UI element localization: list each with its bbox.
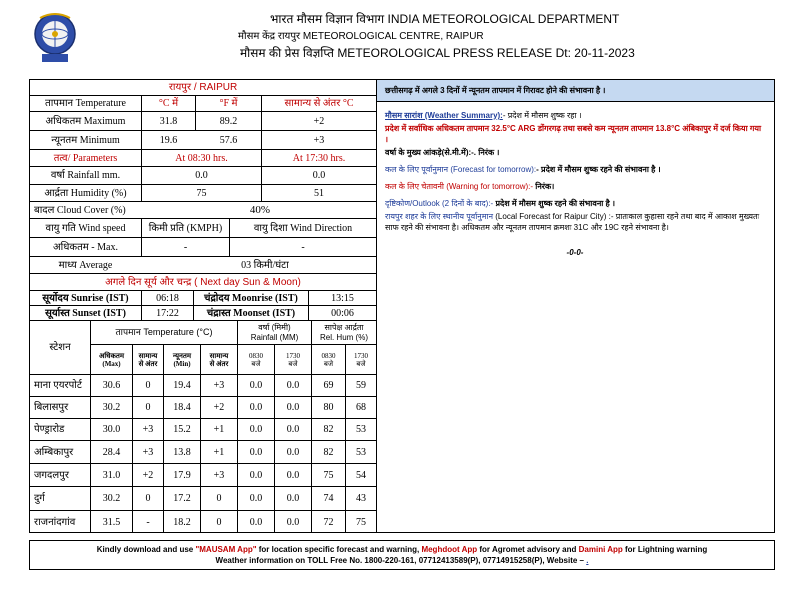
humidity-label: आर्द्रता Humidity (%) — [44, 187, 127, 199]
station-cell-min-dep: +1 — [213, 424, 225, 435]
station-cell-rain0830: 0.0 — [249, 469, 263, 481]
stations-station-label: स्टेशन — [49, 342, 71, 353]
station-cell-hum1730: 68 — [356, 402, 366, 413]
summary-text: - प्रदेश में मौसम शुष्क रहा । — [502, 111, 582, 120]
temp-col-c: °C में — [158, 98, 179, 109]
station-cell-max-dep: +3 — [142, 446, 154, 458]
station-cell-rain0830: 0.0 — [249, 424, 263, 435]
cloud-label: बादल Cloud Cover (%) — [34, 204, 126, 216]
station-cell-min: 18.4 — [173, 402, 191, 413]
wind-max-speed: - — [183, 241, 188, 253]
max-dep: +2 — [313, 115, 325, 127]
params-at-1730: At 17:30 hrs. — [292, 152, 346, 164]
station-cell-hum1730: 59 — [356, 380, 366, 391]
station-cell-name: बिलासपुर — [34, 402, 69, 413]
station-cell-name: राजनांदगांव — [34, 516, 76, 528]
station-cell-min-dep: 0 — [216, 516, 222, 528]
rain-1730: 0.0 — [312, 170, 326, 181]
sunset-value: 17:22 — [156, 307, 179, 319]
station-cell-rain1730: 0.0 — [286, 402, 300, 413]
min-c: 19.6 — [159, 134, 178, 146]
mausam-app-link[interactable]: "MAUSAM App" — [195, 545, 257, 554]
stations-hum-label: सापेक्ष आर्द्रता Rel. Hum (%) — [319, 322, 368, 342]
station-cell-rain1730: 0.0 — [286, 469, 300, 481]
meghdoot-app-link[interactable]: Meghdoot App — [421, 545, 478, 554]
station-cell-name: अम्बिकापुर — [34, 446, 74, 458]
station-cell-hum1730: 53 — [356, 424, 366, 435]
sunrise-value: 06:18 — [156, 292, 179, 304]
outlook: दृष्टिकोण/Outlook (2 दिनों के बाद):- प्रदेश में मौसम शुष्क रहने की संभावना है । — [385, 199, 616, 208]
station-cell-min-dep: +2 — [213, 402, 225, 413]
station-cell-rain0830: 0.0 — [249, 380, 263, 391]
station-cell-max-dep: 0 — [145, 402, 151, 413]
station-cell-name: पेण्ड्रारोड — [34, 424, 65, 435]
station-cell-name: माना एयरपोर्ट — [34, 380, 82, 391]
forecast: कल के लिए पूर्वानुमान (Forecast for tomorrow):- प्रदेश में मौसम शुष्क रहने की संभावना है । — [385, 165, 661, 174]
imd-logo — [30, 10, 80, 66]
station-cell-hum1730: 53 — [356, 446, 366, 458]
station-cell-rain0830: 0.0 — [249, 493, 263, 504]
moonrise-value: 13:15 — [331, 292, 354, 304]
end-marker: -0-0- — [566, 248, 584, 257]
station-cell-max-dep: - — [146, 516, 150, 528]
station-cell-max-dep: +2 — [142, 469, 154, 481]
sub-min: न्यूनतम (Min) — [172, 351, 192, 368]
station-cell-rain0830: 0.0 — [249, 516, 263, 528]
station-cell-min-dep: +3 — [213, 469, 225, 481]
stations-rain-label: वर्षा (मिमी) Rainfall (MM) — [250, 322, 299, 342]
moonset-label: चंद्रास्त Moonset (IST) — [206, 307, 296, 319]
station-cell-rain1730: 0.0 — [286, 446, 300, 458]
station-cell-hum1730: 54 — [356, 469, 366, 481]
sub-rain-0830: 0830 बजे — [249, 351, 263, 368]
max-label: अधिकतम Maximum — [45, 115, 126, 127]
station-cell-max: 31.0 — [102, 469, 121, 481]
rain-0830: 0.0 — [195, 170, 208, 181]
temp-col-dep: सामान्य से अंतर °C — [284, 98, 354, 109]
station-cell-max: 30.0 — [102, 424, 121, 435]
station-cell-max: 30.2 — [102, 402, 121, 413]
wind-speed-label: वायु गति Wind speed — [45, 222, 126, 234]
station-cell-min-dep: 0 — [216, 493, 222, 504]
station-cell-hum0830: 75 — [323, 469, 334, 481]
footer-line1: Kindly download and use "MAUSAM App" for location specific forecast and warning, Meghdoot App for Agromet advisory and Damini App for Lightning warning — [96, 545, 708, 554]
sunset-label: सूर्यास्त Sunset (IST) — [45, 307, 126, 319]
station-cell-rain1730: 0.0 — [286, 424, 300, 435]
right-panel — [385, 110, 765, 258]
station-cell-rain1730: 0.0 — [286, 493, 300, 504]
humidity-0830: 75 — [196, 187, 207, 199]
station-cell-name: दुर्ग — [34, 493, 45, 504]
damini-app-link[interactable]: Damini App — [578, 545, 623, 554]
sub-hum-0830: 0830 बजे — [321, 351, 336, 368]
cloud-value: 40% — [249, 203, 271, 216]
header-line1: भारत मौसम विज्ञान विभाग INDIA METEOROLOGICAL DEPARTMENT — [270, 12, 620, 26]
station-cell-max-dep: +3 — [142, 424, 154, 435]
station-cell-min: 17.9 — [173, 469, 191, 481]
station-cell-hum0830: 82 — [323, 424, 334, 435]
sun-moon-title: अगले दिन सूर्य और चन्द्र ( Next day Sun & Moon) — [105, 276, 301, 288]
station-cell-max: 30.2 — [102, 493, 121, 504]
station-cell-rain0830: 0.0 — [249, 402, 263, 413]
header-line2: मौसम केंद्र रायपुर METEOROLOGICAL CENTRE, RAIPUR — [238, 31, 484, 42]
params-at-0830: At 08:30 hrs. — [175, 152, 228, 164]
sub-min-dep: सामान्य से अंतर — [209, 351, 229, 368]
min-f: 57.6 — [219, 134, 238, 146]
wind-unit-label: किमी प्रति (KMPH) — [148, 222, 223, 234]
footer-line2: Weather information on TOLL Free No. 1800-220-161, 07712413589(P), 07714915258(P), Website – . — [215, 556, 589, 565]
sub-max: अधिकतम (Max) — [98, 351, 125, 368]
station-cell-rain1730: 0.0 — [286, 516, 300, 528]
station-cell-hum0830: 74 — [323, 493, 334, 504]
station-cell-max: 30.6 — [102, 380, 121, 391]
station-cell-name: जगदलपुर — [34, 469, 69, 481]
station-cell-hum0830: 82 — [323, 446, 334, 458]
website-link[interactable]: . — [586, 556, 589, 565]
sub-rain-1730: 1730 बजे — [286, 351, 300, 368]
station-cell-rain1730: 0.0 — [286, 380, 300, 391]
min-dep: +3 — [313, 134, 325, 146]
summary-label: मौसम सारांश (Weather Summary): — [385, 111, 503, 120]
wind-avg-label: माध्य Average — [58, 259, 113, 271]
station-cell-min: 13.8 — [173, 446, 191, 458]
highlights: प्रदेश में सर्वाधिक अधिकतम तापमान 32.5°C ARG डोंगरगढ़ तथा सबसे कम न्यूनतम तापमान 13.8°C अंबिकापुर में दर्ज किया गया । — [385, 124, 762, 144]
footer — [29, 540, 775, 570]
right-headline: छत्तीसगढ़ में अगले 3 दिनों में न्यूनतम तापमान में गिरावट होने की संभावना है । — [377, 80, 774, 102]
temp-col-f: °F में — [219, 98, 238, 109]
humidity-1730: 51 — [314, 187, 324, 199]
station-cell-min: 19.4 — [173, 380, 191, 391]
station-cell-min: 17.2 — [173, 493, 191, 504]
rain-label: वर्षा Rainfall mm. — [50, 170, 121, 181]
station-cell-hum0830: 69 — [323, 380, 334, 391]
header-line3: मौसम की प्रेस विज्ञप्ति METEOROLOGICAL PRESS RELEASE Dt: 20-11-2023 — [240, 46, 635, 60]
warning: कल के लिए चेतावनी (Warning for tomorrow):- निरंक। — [385, 182, 555, 191]
sub-max-dep: सामान्य से अंतर — [138, 351, 158, 368]
station-cell-min: 15.2 — [173, 424, 191, 435]
station-cell-min-dep: +3 — [213, 380, 225, 391]
local-forecast: रायपुर शहर के लिए स्थानीय पूर्वानुमान (Local Forecast for Raipur City) :- प्रातःकाल कुहासा रहने तथा बाद में आकाश मुख्यतः साफ रहने की संभावना है। अधिकतम और न्यूनतम तापमान क्रमशः 31C और 19C रहने संभावना है। — [385, 212, 760, 232]
rain-figures: वर्षा के मुख्य आंकड़े(से.मी.में):-. निरंक । — [385, 148, 500, 157]
temp-label: तापमान Temperature — [45, 98, 126, 109]
station-cell-max-dep: 0 — [145, 380, 151, 391]
wind-max-dir: - — [301, 241, 305, 253]
wind-dir-label: वायु दिशा Wind Direction — [253, 222, 353, 234]
station-cell-hum1730: 43 — [356, 493, 366, 504]
sub-hum-1730: 1730 बजे — [354, 351, 368, 368]
station-cell-hum0830: 80 — [323, 402, 334, 413]
max-c: 31.8 — [159, 115, 178, 127]
station-cell-max: 28.4 — [102, 446, 121, 458]
stations-temp-label: तापमान Temperature (°C) — [115, 327, 213, 337]
sunrise-label: सूर्योदय Sunrise (IST) — [42, 292, 129, 304]
max-f: 89.2 — [219, 115, 238, 127]
station-cell-hum1730: 75 — [356, 516, 366, 528]
station-cell-hum0830: 72 — [323, 516, 334, 528]
station-cell-max-dep: 0 — [145, 493, 151, 504]
params-label: तत्व/ Parameters — [53, 152, 118, 164]
station-name: रायपुर / RAIPUR — [168, 82, 238, 93]
min-label: न्यूनतम Minimum — [51, 134, 120, 146]
wind-max-label: अधिकतम - Max. — [53, 241, 118, 253]
station-cell-max: 31.5 — [102, 516, 121, 528]
station-cell-min-dep: +1 — [213, 446, 225, 458]
station-cell-rain0830: 0.0 — [249, 446, 263, 458]
moonrise-label: चंद्रोदय Moonrise (IST) — [204, 292, 298, 304]
moonset-value: 00:06 — [331, 307, 354, 319]
station-cell-min: 18.2 — [173, 516, 191, 528]
wind-avg-value: 03 किमी/घंटा — [241, 259, 289, 271]
